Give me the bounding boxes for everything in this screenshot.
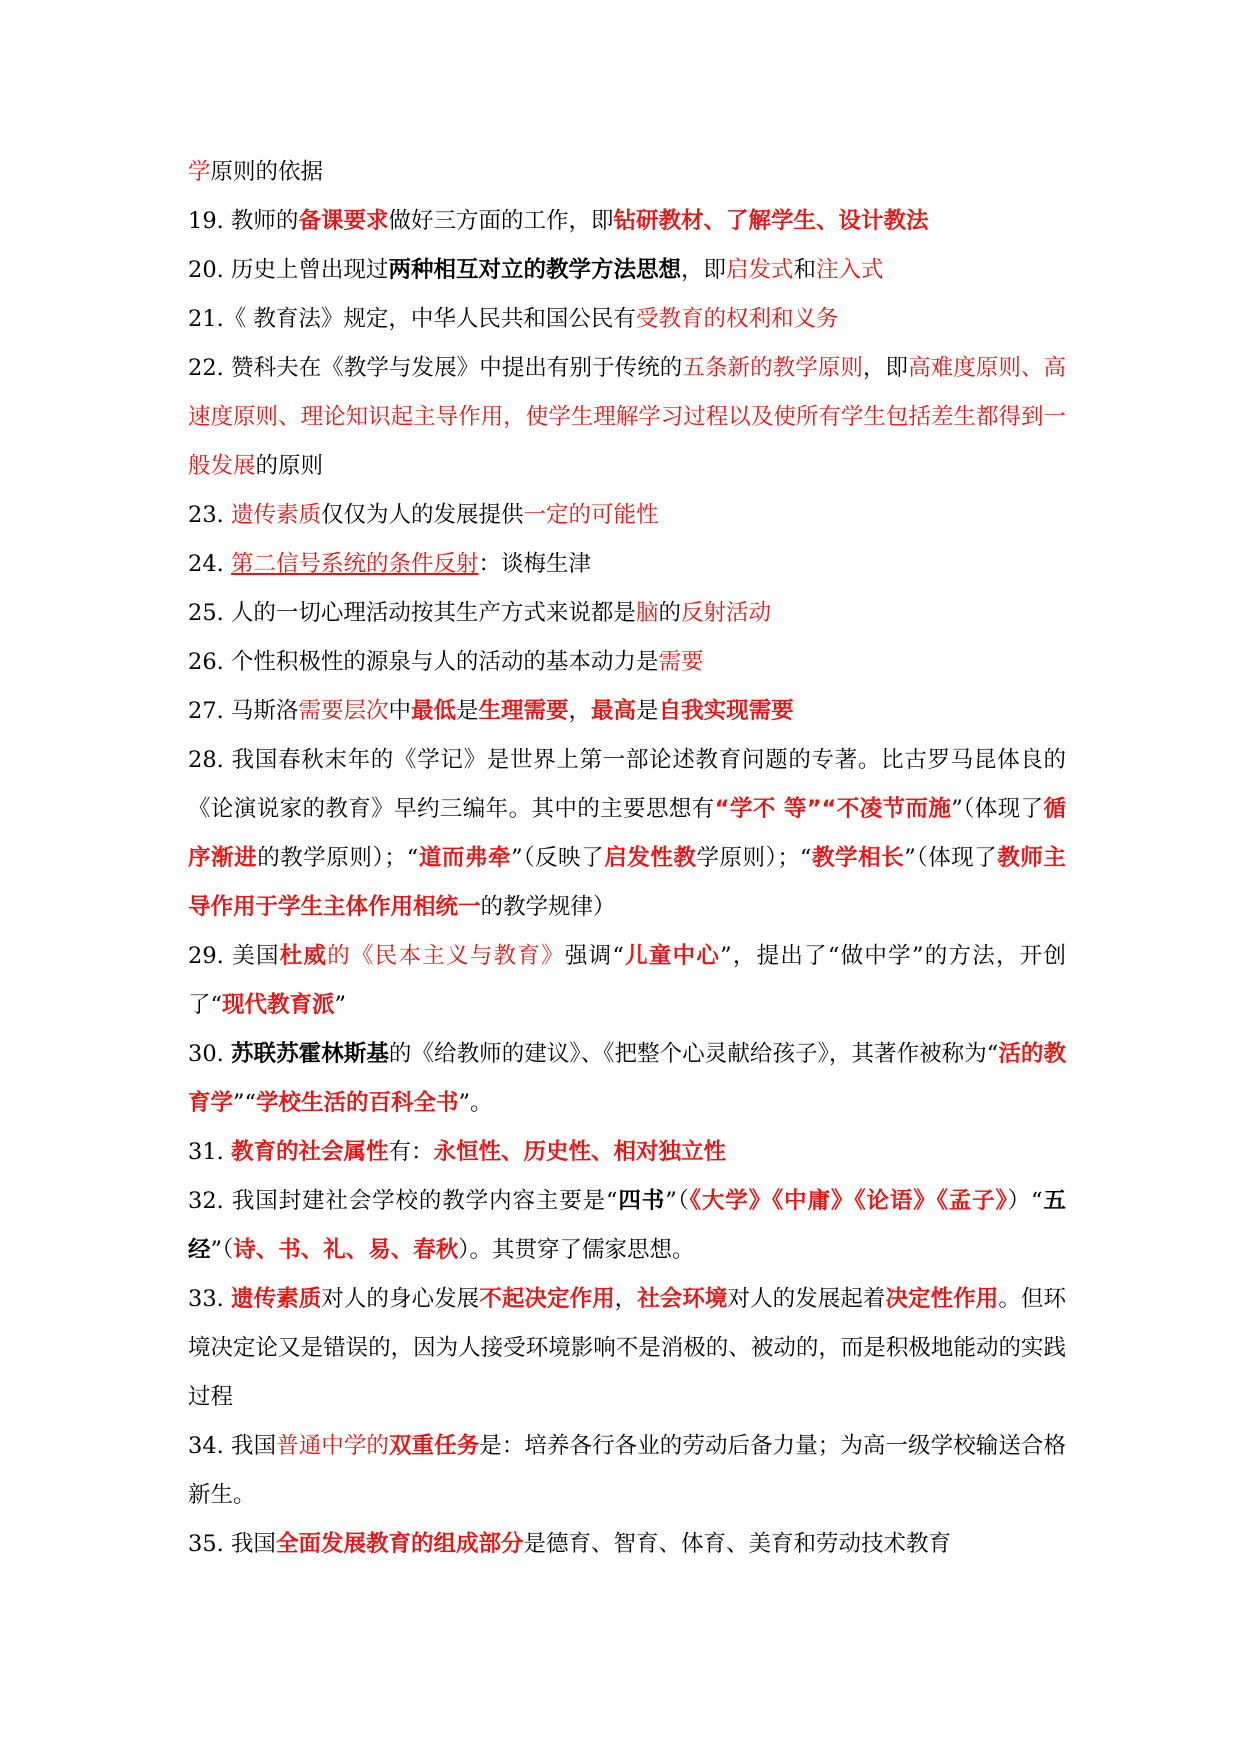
paragraph	[188, 1128, 1066, 1177]
highlighted-text: 教育的社会属性	[230, 1139, 389, 1165]
highlighted-text: “学不 等”“不凌节而施	[714, 796, 952, 822]
paragraph	[188, 197, 1066, 246]
text-run: 30.	[188, 1041, 231, 1067]
highlighted-text: 钻研教材、了解学生、设计教法	[613, 208, 929, 234]
text-run: 和	[793, 257, 816, 283]
paragraph	[188, 344, 1066, 491]
text-run: 29. 美国	[188, 943, 280, 969]
text-run: 的	[658, 600, 681, 626]
paragraph	[188, 148, 1066, 197]
highlighted-text: 需要	[658, 649, 704, 675]
paragraph	[188, 540, 1066, 589]
text-run: ”（	[665, 1188, 690, 1214]
text-run: ）。其贯穿了儒家思想。	[458, 1237, 695, 1263]
text-run: ”（体现了	[951, 796, 1044, 822]
paragraph	[188, 1275, 1066, 1422]
text-run: ”“	[233, 1090, 257, 1116]
highlighted-text: 的《民本主义与教育》	[327, 943, 565, 969]
highlighted-text: 注入式	[816, 257, 884, 283]
paragraph	[188, 295, 1066, 344]
paragraph	[188, 1520, 1066, 1569]
text-run: ，即	[862, 355, 909, 381]
highlighted-text: 苏联苏霍林斯基	[231, 1041, 389, 1067]
text-run: ”	[334, 992, 347, 1018]
text-run: 的《给教师的建议》、《把整个心灵献给孩子》，其著作被称为“	[388, 1041, 999, 1067]
highlighted-text: 现代教育派	[222, 992, 335, 1018]
highlighted-text: 儿童中心	[623, 943, 721, 969]
highlighted-text: 道而弗牵	[418, 845, 512, 871]
text-run: 25. 人的一切心理活动按其生产方式来说都是	[188, 600, 636, 626]
highlighted-text: 决定性作用	[885, 1286, 999, 1312]
highlighted-text: 备课要求	[298, 208, 389, 234]
highlighted-text: 启发性教	[604, 845, 697, 871]
text-run: 32. 我国封建社会学校的教学内容主要是“	[188, 1188, 618, 1214]
highlighted-text: 一定的可能性	[523, 502, 659, 528]
text-run: 21.《 教育法》规定，中华人民共和国公民有	[188, 306, 636, 332]
text-run: 学原则）；“	[696, 845, 812, 871]
text-run: 27. 马斯洛	[188, 698, 299, 724]
paragraph	[188, 1030, 1066, 1128]
text-run: 是德育、智育、体育、美育和劳动技术教育	[523, 1531, 951, 1557]
text-run: 对人的身心发展	[321, 1286, 480, 1312]
highlighted-text: 教学相长	[811, 845, 905, 871]
text-run: ”（体现了	[904, 845, 998, 871]
text-run: 是：培养各行各业的劳动后备力量；为高一级学校输送合格新生。	[188, 1433, 1066, 1508]
text-run: ：谈梅生津	[478, 551, 591, 577]
text-run: 24.	[188, 551, 231, 577]
text-run: 22. 赞科夫在《教学与发展》中提出有别于传统的	[188, 355, 683, 381]
highlighted-text: 高难度原则、高速度原则、理论知识起主导作用，使学生理解学习过程以及使所有学生包括差生都得到一般发展	[188, 355, 1066, 479]
text-run: 仅仅为人的发展提供	[320, 502, 524, 528]
text-run: 是	[455, 698, 479, 724]
highlighted-text: 需要层次	[298, 698, 389, 724]
text-run: ”（	[210, 1237, 234, 1263]
text-run: 对人的发展起着	[727, 1286, 886, 1312]
text-run: 19. 教师的	[188, 208, 299, 234]
text-run: ”（反映了	[511, 845, 605, 871]
text-run: ”。	[458, 1090, 493, 1116]
text-run: 33.	[188, 1286, 232, 1312]
highlighted-text: 《大学》《中庸》《论语》《孟子》	[689, 1188, 1008, 1214]
highlighted-text: 教师主导作用于学生主体作用相统一	[188, 845, 1066, 920]
highlighted-text: 社会环境	[637, 1286, 728, 1312]
text-run: 35. 我国	[188, 1531, 276, 1557]
highlighted-text: 学校生活的百科全书	[256, 1090, 459, 1116]
highlighted-text: 活的教育学	[188, 1041, 1066, 1116]
text-run: 有：	[388, 1139, 434, 1165]
paragraph	[188, 1177, 1066, 1275]
paragraph	[188, 589, 1066, 638]
highlighted-text: 杜威	[279, 943, 328, 969]
highlighted-text: 受教育的权利和义务	[635, 306, 839, 332]
text-run: ，	[568, 698, 592, 724]
text-run: 的教学原则）；“	[257, 845, 419, 871]
text-run: 23.	[188, 502, 231, 528]
text-run: 。但环境决定论又是错误的，因为人接受环境影响不是消极的、被动的，而是积极地能动的实践过程	[188, 1286, 1066, 1410]
highlighted-text: 不起决定作用	[479, 1286, 615, 1312]
highlighted-text: 永恒性、历史性、相对独立性	[433, 1139, 726, 1165]
text-run: ，	[614, 1286, 638, 1312]
text-run: ，即	[680, 257, 726, 283]
highlighted-text: 反射活动	[680, 600, 771, 626]
highlighted-text: 五经	[188, 1188, 1066, 1263]
highlighted-text: 最低	[410, 698, 456, 724]
text-run: 28. 我国春秋末年的《学记》是世界上第一部论述教育问题的专著。比古罗马昆体良的《论演说家的教育》早约三编年。其中的主要思想有	[188, 747, 1066, 822]
highlighted-text: 生理需要	[478, 698, 569, 724]
paragraph	[188, 687, 1066, 736]
paragraph	[188, 932, 1066, 1030]
highlighted-text: 第二信号系统的条件反射	[230, 551, 479, 577]
text-run: ）“	[1007, 1188, 1043, 1214]
paragraph	[188, 491, 1066, 540]
paragraph	[188, 736, 1066, 932]
highlighted-text: 遗传素质	[230, 502, 321, 528]
highlighted-text: 最高	[591, 698, 637, 724]
text-run: ”，提出了“做中学”的方法，开创了“	[188, 943, 1066, 1018]
text-run: 的原则	[255, 453, 324, 479]
text-run: 做好三方面的工作，即	[388, 208, 614, 234]
highlighted-text: 五条新的教学原则	[682, 355, 863, 381]
text-run: 的教学规律）	[480, 894, 616, 920]
highlighted-text: 自我实现需要	[658, 698, 794, 724]
highlighted-text: 普通中学的	[276, 1433, 389, 1459]
text-run: 34. 我国	[188, 1433, 277, 1459]
highlighted-text: 全面发展教育的组成部分	[275, 1531, 524, 1557]
text-run: 26. 个性积极性的源泉与人的活动的基本动力是	[188, 649, 659, 675]
highlighted-text: 循序渐进	[188, 796, 1066, 871]
highlighted-text: 启发式	[725, 257, 794, 283]
highlighted-text: 四书	[617, 1188, 666, 1214]
text-run: 是	[636, 698, 659, 724]
text-run: 31.	[188, 1139, 231, 1165]
text-run: 20. 历史上曾出现过	[188, 257, 389, 283]
text-run: 原则的依据	[210, 159, 324, 185]
highlighted-text: 两种相互对立的教学方法思想	[388, 257, 681, 283]
highlighted-text: 学	[188, 159, 211, 185]
paragraph	[188, 246, 1066, 295]
paragraph	[188, 1422, 1066, 1520]
text-run: 中	[388, 698, 411, 724]
text-run: 强调“	[564, 943, 624, 969]
document-page	[188, 148, 1066, 1569]
highlighted-text: 脑	[635, 600, 659, 626]
highlighted-text: 双重任务	[388, 1433, 480, 1459]
paragraph	[188, 638, 1066, 687]
highlighted-text: 诗、书、礼、易、春秋	[233, 1237, 459, 1263]
highlighted-text: 遗传素质	[231, 1286, 322, 1312]
